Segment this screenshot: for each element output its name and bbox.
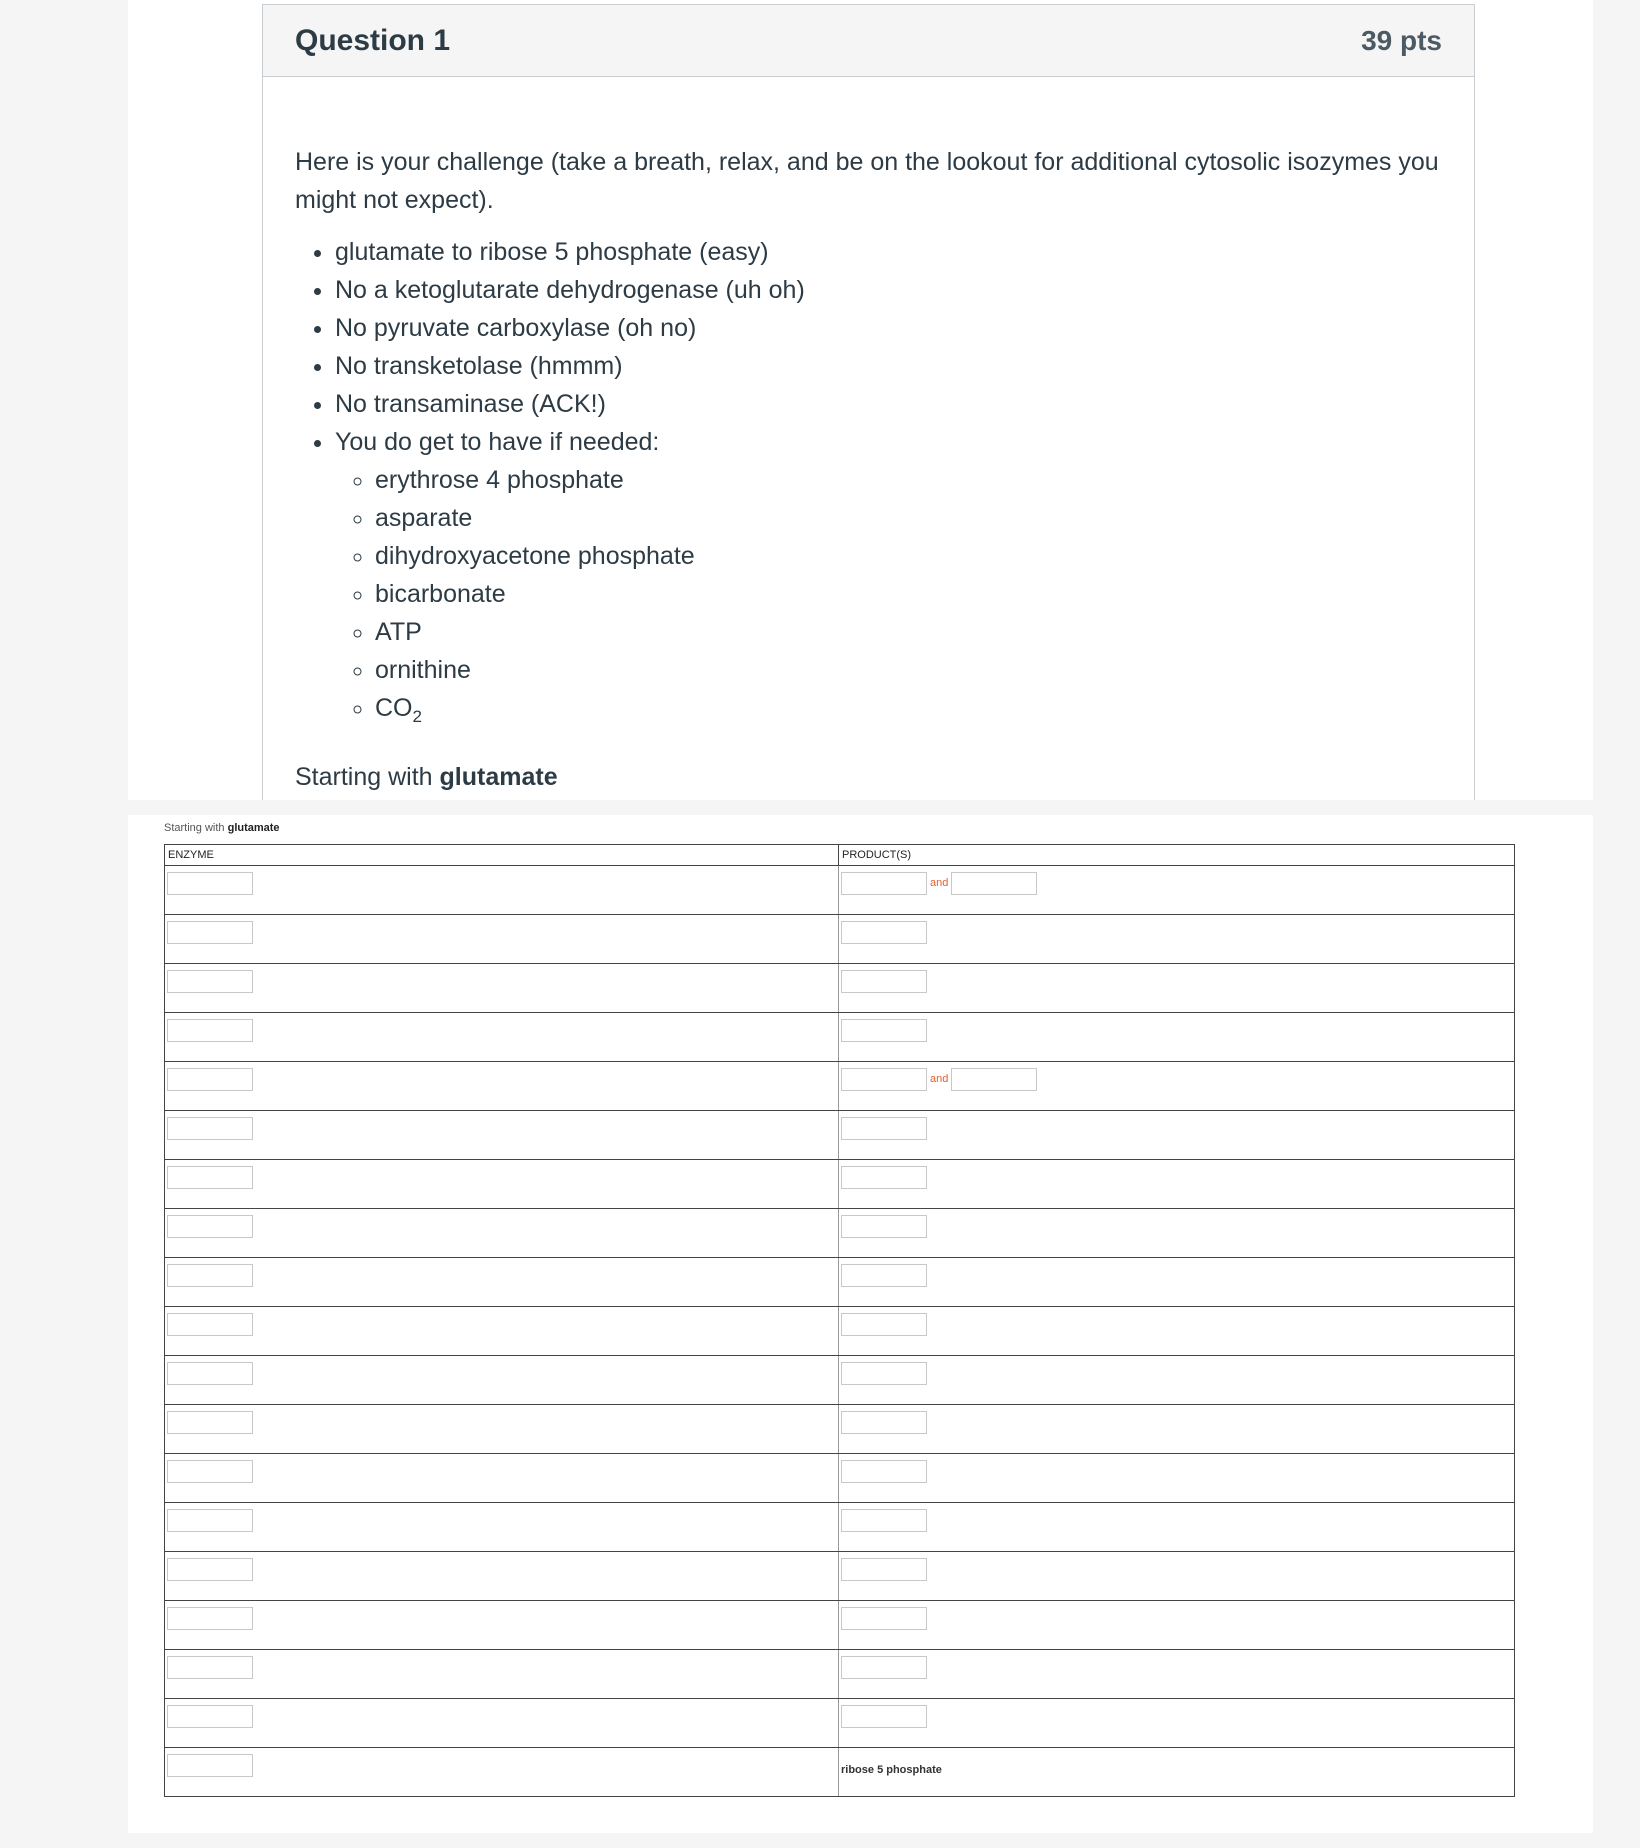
- enzyme-cell: [165, 1356, 839, 1405]
- question-title: Question 1: [295, 23, 451, 57]
- list-item: [335, 423, 1442, 736]
- product-input[interactable]: [841, 1068, 927, 1091]
- product-input[interactable]: [841, 1362, 927, 1385]
- product-input[interactable]: [841, 1705, 927, 1728]
- product-column-header: PRODUCT(S): [839, 845, 1515, 866]
- table-row: [165, 1209, 1515, 1258]
- table-header-row: [165, 845, 1515, 866]
- enzyme-cell: [165, 1552, 839, 1601]
- sub-list-item: ◦ dihydroxyacetone phosphate: [375, 537, 1442, 575]
- product-cell: [839, 1356, 1515, 1405]
- enzyme-cell: [165, 1405, 839, 1454]
- enzyme-cell: [165, 866, 839, 915]
- product-cell: [839, 1405, 1515, 1454]
- product-input[interactable]: [841, 1215, 927, 1238]
- product-input[interactable]: [841, 1166, 927, 1189]
- product-cell: [839, 866, 1515, 915]
- sub-list-item: ◦ bicarbonate: [375, 575, 1442, 613]
- enzyme-input[interactable]: [167, 921, 253, 944]
- product-input[interactable]: [841, 1509, 927, 1532]
- product-input[interactable]: [841, 1558, 927, 1581]
- worksheet-caption: [164, 822, 280, 834]
- table-row: [165, 1111, 1515, 1160]
- table-row: [165, 1160, 1515, 1209]
- product-cell: [839, 1699, 1515, 1748]
- final-product-label: ribose 5 phosphate: [841, 1764, 942, 1776]
- caption-prefix: Starting with: [164, 822, 228, 834]
- enzyme-input[interactable]: [167, 1313, 253, 1336]
- enzyme-cell: [165, 1013, 839, 1062]
- table-row: [165, 1748, 1515, 1797]
- table-row: [165, 964, 1515, 1013]
- enzyme-input[interactable]: [167, 1705, 253, 1728]
- sub-list-item: [375, 689, 1442, 736]
- enzyme-column-header: ENZYME: [165, 845, 839, 866]
- and-label: and: [930, 1073, 949, 1085]
- product-input[interactable]: [841, 1411, 927, 1434]
- enzyme-cell: [165, 1062, 839, 1111]
- enzyme-cell: [165, 1699, 839, 1748]
- product-input[interactable]: [841, 1656, 927, 1679]
- product-cell: [839, 915, 1515, 964]
- enzyme-cell: [165, 1160, 839, 1209]
- question-header: [263, 5, 1474, 77]
- enzyme-cell: [165, 1258, 839, 1307]
- available-reagents-list: [335, 461, 1442, 736]
- product-cell: [839, 1209, 1515, 1258]
- list-item: • No transketolase (hmmm): [335, 347, 1442, 385]
- product-input[interactable]: [841, 1264, 927, 1287]
- enzyme-cell: [165, 1209, 839, 1258]
- starting-prefix: Starting with: [295, 763, 440, 791]
- pathway-table: [164, 844, 1515, 1797]
- table-row: [165, 1405, 1515, 1454]
- constraint-list: [295, 233, 1442, 736]
- co2-subscript: 2: [412, 707, 422, 726]
- product-input[interactable]: [841, 1019, 927, 1042]
- enzyme-input[interactable]: [167, 1166, 253, 1189]
- enzyme-input[interactable]: [167, 1607, 253, 1630]
- enzyme-input[interactable]: [167, 1264, 253, 1287]
- table-row: [165, 1356, 1515, 1405]
- product-cell: [839, 1258, 1515, 1307]
- enzyme-cell: [165, 915, 839, 964]
- question-intro: Here is your challenge (take a breath, relax, and be on the lookout for additional cytosolic isozymes you might not expect).: [295, 148, 1439, 214]
- table-row: [165, 1552, 1515, 1601]
- product-cell: [839, 1062, 1515, 1111]
- second-product-input[interactable]: [951, 1068, 1037, 1091]
- starting-compound: glutamate: [439, 763, 558, 791]
- product-cell: [839, 1650, 1515, 1699]
- list-item: • glutamate to ribose 5 phosphate (easy): [335, 233, 1442, 271]
- enzyme-cell: [165, 1503, 839, 1552]
- product-input[interactable]: [841, 1117, 927, 1140]
- product-cell: [839, 1307, 1515, 1356]
- table-row: [165, 1454, 1515, 1503]
- list-item: • No a ketoglutarate dehydrogenase (uh oh): [335, 271, 1442, 309]
- enzyme-input[interactable]: [167, 1215, 253, 1238]
- product-cell: [839, 964, 1515, 1013]
- table-row: [165, 1062, 1515, 1111]
- product-input[interactable]: [841, 921, 927, 944]
- enzyme-input[interactable]: [167, 1754, 253, 1777]
- list-item: • No pyruvate carboxylase (oh no): [335, 309, 1442, 347]
- enzyme-cell: [165, 1650, 839, 1699]
- enzyme-input[interactable]: [167, 970, 253, 993]
- sub-list-item: ◦ asparate: [375, 499, 1442, 537]
- starting-line: [295, 758, 1442, 796]
- table-row: [165, 915, 1515, 964]
- product-input[interactable]: [841, 1313, 927, 1336]
- table-row: [165, 1013, 1515, 1062]
- enzyme-cell: [165, 1748, 839, 1797]
- list-item-text: You do get to have if needed:: [335, 428, 660, 456]
- table-row: [165, 866, 1515, 915]
- enzyme-cell: [165, 964, 839, 1013]
- table-row: [165, 1650, 1515, 1699]
- co2-text: CO: [375, 694, 413, 722]
- enzyme-input[interactable]: [167, 1362, 253, 1385]
- table-row: [165, 1699, 1515, 1748]
- caption-compound: glutamate: [227, 822, 280, 834]
- worksheet-panel: [128, 815, 1593, 1833]
- question-card: [262, 4, 1475, 800]
- product-cell: [839, 1748, 1515, 1797]
- list-item: • No transaminase (ACK!): [335, 385, 1442, 423]
- table-body: [165, 866, 1515, 1797]
- table-row: [165, 1503, 1515, 1552]
- enzyme-input[interactable]: [167, 1019, 253, 1042]
- enzyme-input[interactable]: [167, 1411, 253, 1434]
- enzyme-input[interactable]: [167, 1656, 253, 1679]
- product-cell: [839, 1601, 1515, 1650]
- enzyme-input[interactable]: [167, 1068, 253, 1091]
- enzyme-cell: [165, 1454, 839, 1503]
- enzyme-input[interactable]: [167, 872, 253, 895]
- table-row: [165, 1601, 1515, 1650]
- enzyme-cell: [165, 1307, 839, 1356]
- table-row: [165, 1307, 1515, 1356]
- enzyme-cell: [165, 1601, 839, 1650]
- product-input[interactable]: [841, 1607, 927, 1630]
- product-cell: [839, 1013, 1515, 1062]
- second-product-input[interactable]: [951, 872, 1037, 895]
- sub-list-item: ◦ erythrose 4 phosphate: [375, 461, 1442, 499]
- product-input[interactable]: [841, 970, 927, 993]
- enzyme-cell: [165, 1111, 839, 1160]
- enzyme-input[interactable]: [167, 1117, 253, 1140]
- product-cell: [839, 1160, 1515, 1209]
- question-body: [263, 77, 1474, 796]
- enzyme-input[interactable]: [167, 1558, 253, 1581]
- product-cell: [839, 1111, 1515, 1160]
- sub-list-item: ◦ ATP: [375, 613, 1442, 651]
- sub-list-item: ◦ ornithine: [375, 651, 1442, 689]
- product-input[interactable]: [841, 872, 927, 895]
- question-points: 39 pts: [1361, 24, 1442, 56]
- table-row: [165, 1258, 1515, 1307]
- enzyme-input[interactable]: [167, 1460, 253, 1483]
- and-label: and: [930, 877, 949, 889]
- product-cell: [839, 1503, 1515, 1552]
- product-cell: [839, 1454, 1515, 1503]
- product-cell: [839, 1552, 1515, 1601]
- product-input[interactable]: [841, 1460, 927, 1483]
- enzyme-input[interactable]: [167, 1509, 253, 1532]
